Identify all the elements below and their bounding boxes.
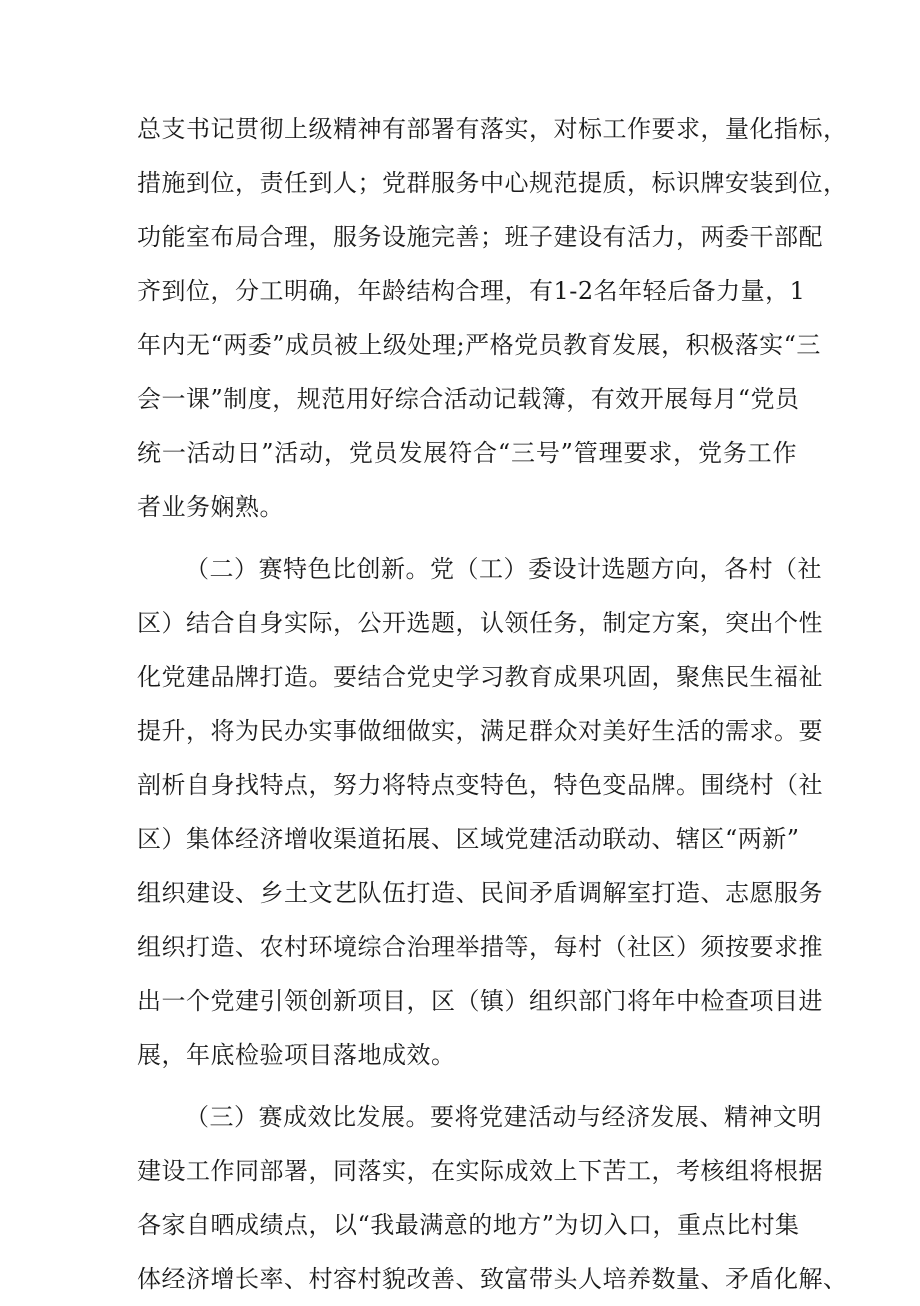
text-line: 统一活动日”活动，党员发展符合“三号”管理要求，党务工作 bbox=[137, 439, 797, 467]
text-line: 总支书记贯彻上级精神有部署有落实，对标工作要求，量化指标， bbox=[137, 115, 848, 143]
text-line: 齐到位，分工明确，年龄结构合理，有1-2名年轻后备力量，1 bbox=[137, 277, 806, 305]
text-line: 者业务娴熟。 bbox=[137, 493, 284, 521]
text-line: （三）赛成效比发展。要将党建活动与经济发展、精神文明 bbox=[185, 1103, 822, 1131]
text-line: 组织建设、乡土文艺队伍打造、民间矛盾调解室打造、志愿服务 bbox=[137, 879, 823, 907]
paragraph-1 bbox=[137, 102, 848, 534]
text-line: 措施到位，责任到人；党群服务中心规范提质，标识牌安装到位， bbox=[137, 169, 848, 197]
paragraph-spacer bbox=[137, 1082, 797, 1090]
text-line: 建设工作同部署，同落实，在实际成效上下苦工，考核组将根据 bbox=[137, 1157, 823, 1185]
text-line: 化党建品牌打造。要结合党史学习教育成果巩固，聚焦民生福祉 bbox=[137, 663, 823, 691]
text-line: 功能室布局合理，服务设施完善；班子建设有活力，两委干部配 bbox=[137, 223, 823, 251]
paragraph-2 bbox=[137, 542, 823, 1082]
text-line: 区）结合自身实际，公开选题，认领任务，制定方案，突出个性 bbox=[137, 609, 823, 637]
text-line: 组织打造、农村环境综合治理举措等，每村（社区）须按要求推 bbox=[137, 933, 823, 961]
text-line: 会一课”制度，规范用好综合活动记载簿，有效开展每月“党员 bbox=[137, 385, 800, 413]
text-line: 提升，将为民办实事做细做实，满足群众对美好生活的需求。要 bbox=[137, 717, 823, 745]
paragraph-3 bbox=[137, 1090, 848, 1306]
text-line: 展，年底检验项目落地成效。 bbox=[137, 1041, 456, 1069]
text-line: 各家自晒成绩点，以“我最满意的地方”为切入口，重点比村集 bbox=[137, 1211, 800, 1239]
text-line: 年内无“两委”成员被上级处理;严格党员教育发展，积极落实“三 bbox=[137, 331, 821, 359]
document-body bbox=[137, 102, 848, 1306]
paragraph-spacer bbox=[137, 534, 797, 542]
text-line: 区）集体经济增收渠道拓展、区域党建活动联动、辖区“两新” bbox=[137, 825, 800, 853]
text-line: （二）赛特色比创新。党（工）委设计选题方向，各村（社 bbox=[185, 555, 822, 583]
text-line: 剖析自身找特点，努力将特点变特色，特色变品牌。围绕村（社 bbox=[137, 771, 823, 799]
text-line: 体经济增长率、村容村貌改善、致富带头人培养数量、矛盾化解、 bbox=[137, 1265, 848, 1293]
text-line: 出一个党建引领创新项目，区（镇）组织部门将年中检查项目进 bbox=[137, 987, 823, 1015]
